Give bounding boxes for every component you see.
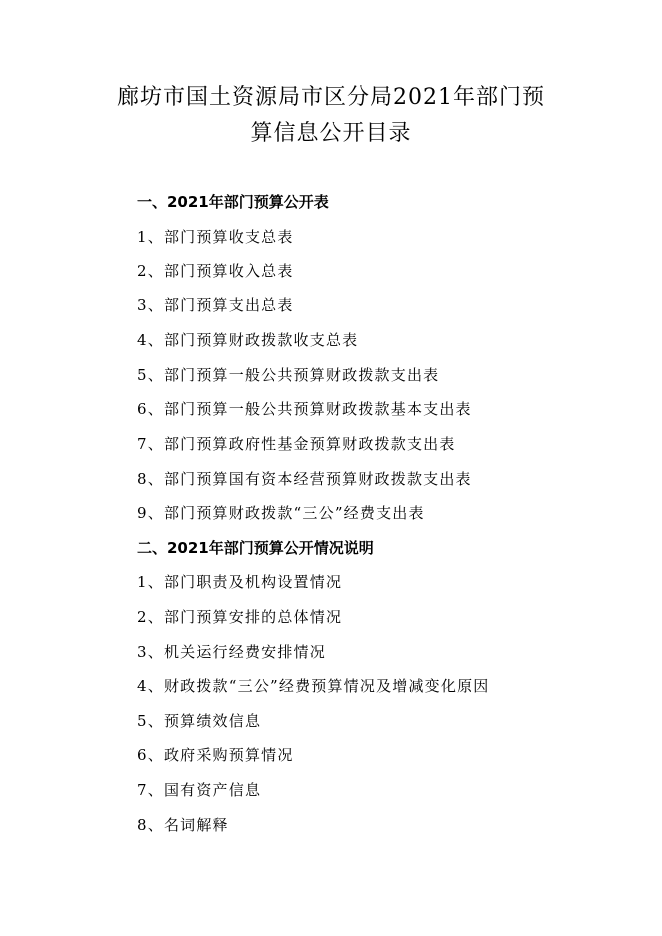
list-item: 1、部门职责及机构设置情况 bbox=[137, 573, 343, 591]
list-item: 8、部门预算国有资本经营预算财政拨款支出表 bbox=[137, 470, 472, 488]
list-item: 2、部门预算安排的总体情况 bbox=[137, 608, 343, 626]
list-item: 3、部门预算支出总表 bbox=[137, 296, 294, 314]
list-item: 1、部门预算收支总表 bbox=[137, 228, 294, 246]
list-item: 4、财政拨款“三公”经费预算情况及增减变化原因 bbox=[137, 677, 490, 695]
list-item: 7、国有资产信息 bbox=[137, 781, 262, 799]
list-item: 6、部门预算一般公共预算财政拨款基本支出表 bbox=[137, 400, 472, 418]
list-item: 7、部门预算政府性基金预算财政拨款支出表 bbox=[137, 435, 456, 453]
list-item: 4、部门预算财政拨款收支总表 bbox=[137, 331, 359, 349]
section-heading-explanation: 二、2021年部门预算公开情况说明 bbox=[137, 539, 374, 557]
document-title-line-2: 算信息公开目录 bbox=[250, 121, 412, 146]
list-item: 2、部门预算收入总表 bbox=[137, 262, 294, 280]
list-item: 5、部门预算一般公共预算财政拨款支出表 bbox=[137, 366, 440, 384]
section-heading-tables: 一、2021年部门预算公开表 bbox=[137, 193, 329, 211]
document-title-line-1: 廊坊市国土资源局市区分局2021年部门预 bbox=[117, 85, 545, 110]
list-item: 9、部门预算财政拨款“三公”经费支出表 bbox=[137, 504, 425, 522]
list-item: 8、名词解释 bbox=[137, 816, 229, 834]
list-item: 5、预算绩效信息 bbox=[137, 712, 262, 730]
list-item: 3、机关运行经费安排情况 bbox=[137, 643, 326, 661]
list-item: 6、政府采购预算情况 bbox=[137, 746, 294, 764]
